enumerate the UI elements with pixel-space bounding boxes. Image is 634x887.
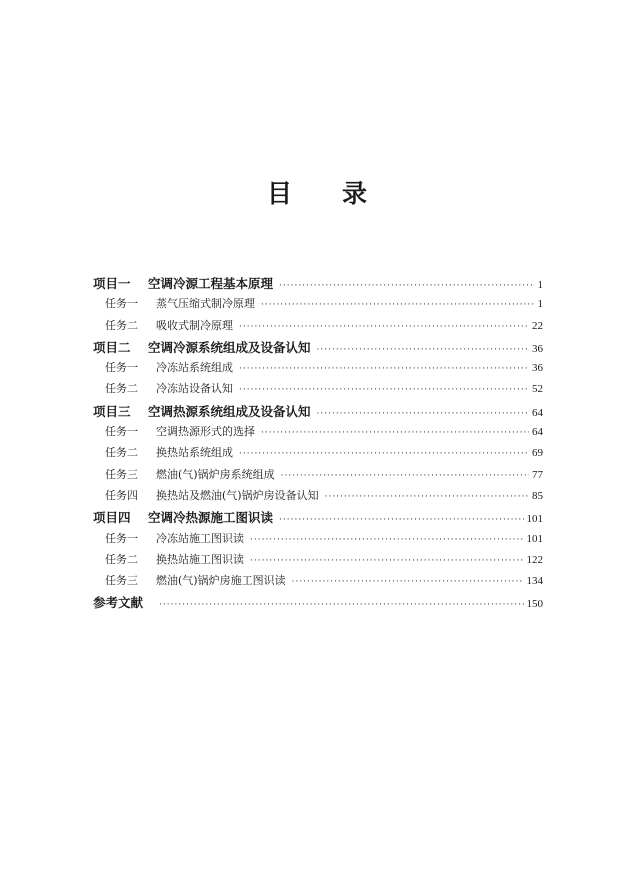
toc-entry-number: 任务三 (105, 574, 138, 588)
toc-page-number: 101 (526, 513, 543, 526)
toc-entry-label: 吸收式制冷原理 (156, 318, 233, 332)
toc-entry-label: 空调冷源系统组成及设备认知 (148, 339, 311, 355)
toc-task-entry[interactable] (93, 295, 543, 316)
toc-task-entry[interactable] (93, 551, 543, 572)
toc-page-number: 134 (526, 575, 543, 588)
toc-page-number: 77 (532, 468, 543, 481)
toc-page-number: 101 (526, 532, 543, 545)
leader-dots (292, 577, 524, 587)
toc-task-entry[interactable] (93, 423, 543, 444)
toc-task-entry[interactable] (93, 444, 543, 465)
leader-dots (159, 600, 523, 610)
toc-entry-label: 换热站施工图识读 (156, 552, 244, 566)
toc-entry-number: 任务四 (105, 488, 138, 502)
toc-project-entry[interactable] (93, 402, 543, 423)
title-char-1: 目 (266, 179, 292, 208)
toc-entry-number: 参考文献 (93, 595, 144, 611)
toc-entry-number: 任务二 (105, 446, 138, 460)
toc-entry-number: 任务一 (105, 361, 138, 375)
toc-entry-label: 冷冻站施工图识读 (156, 531, 244, 545)
leader-dots (250, 556, 524, 566)
toc-project-entry[interactable] (93, 508, 543, 529)
toc-entry-number: 任务一 (105, 297, 138, 311)
toc-task-entry[interactable] (93, 380, 543, 401)
leader-dots (281, 471, 529, 481)
toc-task-entry[interactable] (93, 572, 543, 593)
leader-dots (261, 428, 529, 438)
toc-project-entry[interactable] (93, 338, 543, 359)
toc-page-number: 52 (532, 383, 543, 396)
toc-page-number: 64 (532, 426, 543, 439)
toc-page-number: 36 (532, 342, 543, 355)
toc-entry-label: 冷冻站系统组成 (156, 361, 233, 375)
toc-entry-number: 项目四 (93, 510, 131, 526)
toc-page-number: 85 (532, 489, 543, 502)
toc-entry-label: 换热站及燃油(气)锅炉房设备认知 (156, 488, 319, 502)
toc-task-entry[interactable] (93, 466, 543, 487)
toc-entry-number: 任务一 (105, 531, 138, 545)
toc-page-number: 150 (526, 598, 543, 611)
leader-dots (239, 364, 529, 374)
toc-entry-number: 任务二 (105, 552, 138, 566)
leader-dots (239, 322, 529, 332)
toc-page-number: 122 (526, 553, 543, 566)
leader-dots (317, 409, 529, 419)
toc-entry-number: 任务三 (105, 467, 138, 481)
leader-dots (325, 492, 529, 502)
leader-dots (279, 515, 523, 525)
toc-references-entry[interactable] (93, 593, 543, 614)
toc-page-number: 22 (532, 319, 543, 332)
toc-entry-number: 任务二 (105, 382, 138, 396)
toc-project-entry[interactable] (93, 274, 543, 295)
toc-entry-number: 项目三 (93, 403, 131, 419)
toc-entry-number: 任务一 (105, 425, 138, 439)
toc-entry-number: 项目一 (93, 276, 131, 291)
toc-entry-label: 空调热源形式的选择 (156, 425, 255, 439)
toc-task-entry[interactable] (93, 487, 543, 508)
leader-dots (250, 535, 524, 545)
page-title (0, 174, 634, 210)
toc-entry-label: 燃油(气)锅炉房施工图识读 (156, 574, 286, 588)
toc-page-number: 64 (532, 406, 543, 419)
toc-task-entry[interactable] (93, 359, 543, 380)
toc-entry-number: 任务二 (105, 318, 138, 332)
leader-dots (239, 449, 529, 459)
toc-entry-label: 空调冷源工程基本原理 (148, 276, 274, 291)
title-char-2: 录 (342, 179, 368, 208)
toc-task-entry[interactable] (93, 530, 543, 551)
toc-page-number: 1 (537, 298, 543, 311)
toc-page-number: 69 (532, 447, 543, 460)
toc-entry-label: 燃油(气)锅炉房系统组成 (156, 467, 275, 481)
leader-dots (279, 281, 534, 291)
toc-page-number: 36 (532, 362, 543, 375)
toc-entry-label: 蒸气压缩式制冷原理 (156, 297, 255, 311)
table-of-contents (93, 274, 543, 615)
toc-task-entry[interactable] (93, 317, 543, 338)
toc-entry-number: 项目二 (93, 339, 131, 355)
toc-entry-label: 冷冻站设备认知 (156, 382, 233, 396)
leader-dots (239, 385, 529, 395)
toc-entry-label: 空调冷热源施工图识读 (148, 510, 274, 526)
toc-entry-label: 空调热源系统组成及设备认知 (148, 403, 311, 419)
leader-dots (317, 345, 529, 355)
toc-entry-label: 换热站系统组成 (156, 446, 233, 460)
leader-dots (261, 300, 535, 310)
toc-page-number: 1 (537, 279, 543, 291)
